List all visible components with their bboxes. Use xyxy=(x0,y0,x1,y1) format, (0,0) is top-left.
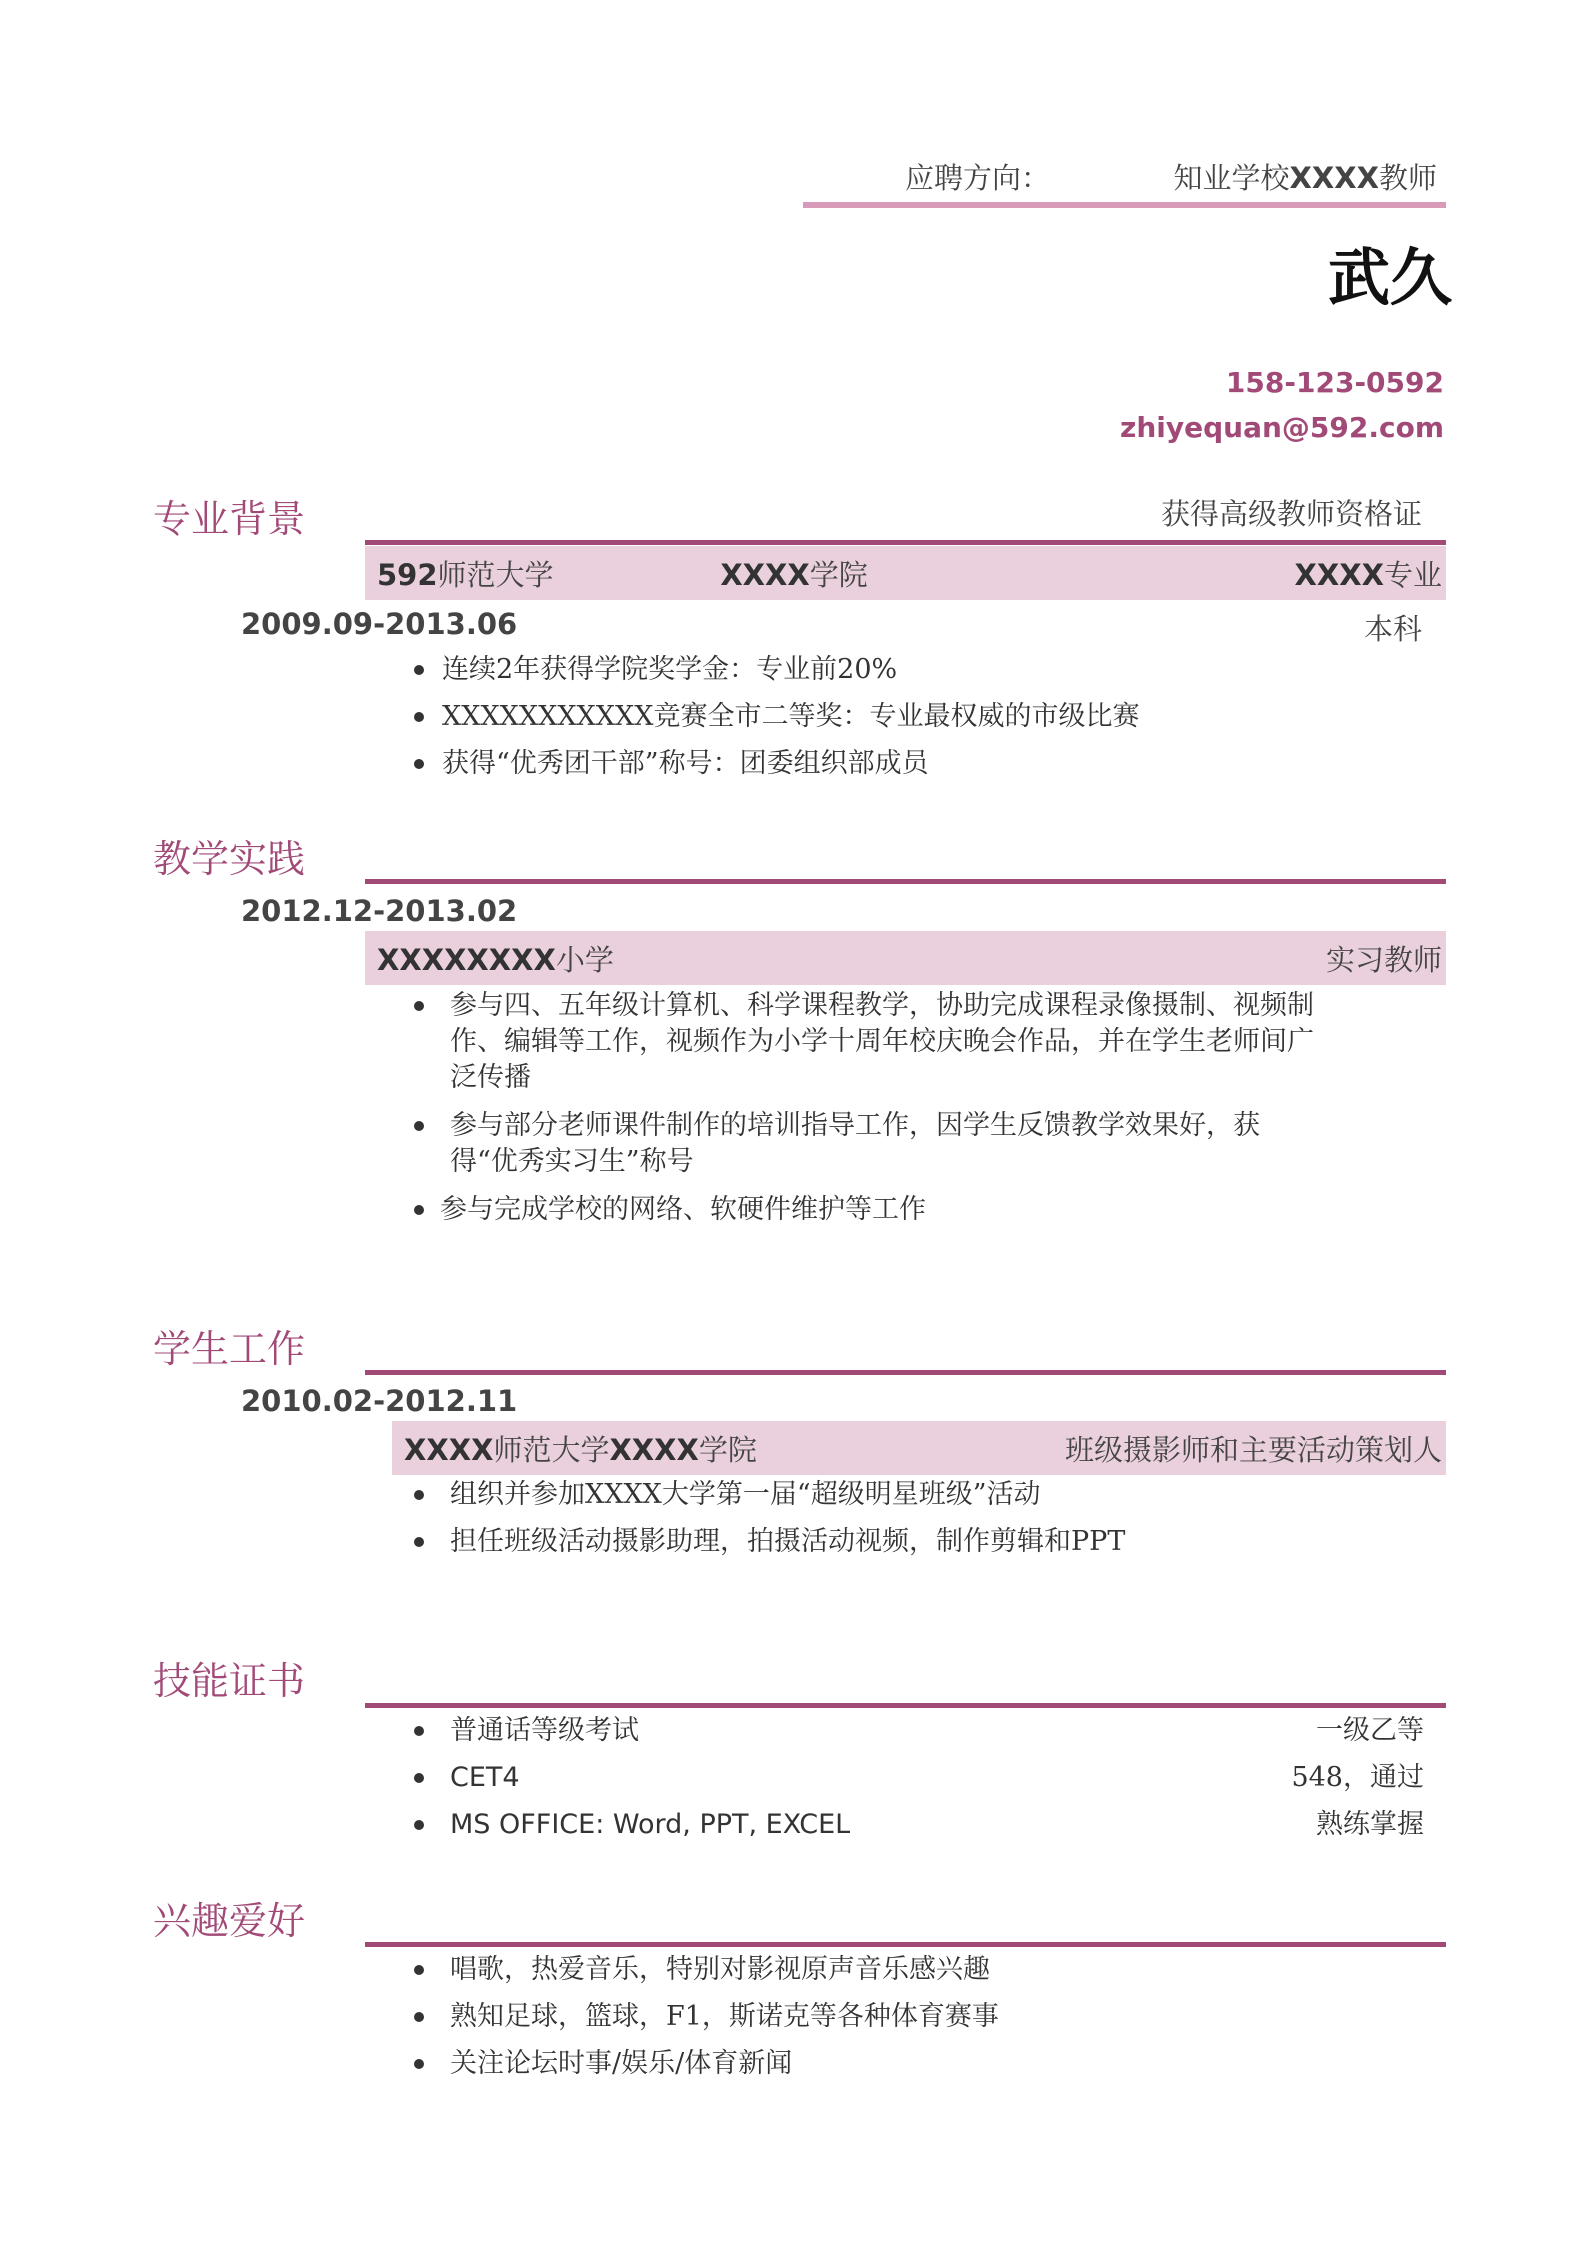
section-title-student-work: 学生工作 xyxy=(153,1327,306,1371)
list-item-text: 组织并参加XXXX大学第一届“超级明星班级”活动 xyxy=(450,1479,1041,1510)
school-name-rest: 师范大学 xyxy=(437,557,554,592)
teaching-role: 实习教师 xyxy=(1325,942,1442,977)
list-item xyxy=(414,1524,1334,1560)
list-item-text: 参与部分老师课件制作的培训指导工作，因学生反馈教学效果好，获得“优秀实习生”称号 xyxy=(450,1110,1260,1177)
skill-name: MS OFFICE: Word, PPT, EXCEL xyxy=(450,1809,851,1840)
list-item-text: 参与四、五年级计算机、科学课程教学，协助完成课程录像摄制、视频制作、编辑等工作，视频作为小学十周年校庆晚会作品，并在学生老师间广泛传播 xyxy=(450,990,1314,1093)
teaching-band xyxy=(365,931,1446,985)
list-item xyxy=(414,1952,1334,1988)
header-divider xyxy=(803,202,1446,208)
list-item-text: XXXXXXXXXXX竞赛全市二等奖：专业最权威的市级比赛 xyxy=(442,701,1140,732)
list-item xyxy=(414,652,1314,688)
list-item xyxy=(414,1999,1334,2035)
org-rest: 学院 xyxy=(698,1432,757,1467)
list-item xyxy=(414,2046,1334,2082)
school-name xyxy=(377,938,614,979)
bullet-icon xyxy=(414,1820,424,1830)
teacher-certificate: 获得高级教师资格证 xyxy=(1160,497,1422,531)
apply-direction-value xyxy=(1174,156,1437,197)
bullet-icon xyxy=(414,1773,424,1783)
section-divider-hobbies xyxy=(365,1942,1446,1947)
bullet-icon xyxy=(414,1537,424,1547)
skill-name: 普通话等级考试 xyxy=(450,1715,639,1746)
education-list xyxy=(414,652,1314,782)
bullet-icon xyxy=(414,1121,424,1131)
student-work-band xyxy=(392,1421,1446,1475)
college-name-bold: XXXX xyxy=(720,557,810,592)
skills-list xyxy=(414,1713,1424,1843)
org-bold-2: XXXX xyxy=(609,1432,699,1467)
education-degree: 本科 xyxy=(1363,612,1422,646)
bullet-icon xyxy=(414,665,424,675)
section-title-education: 专业背景 xyxy=(153,497,306,541)
school-name-bold: XXXXXXXX xyxy=(377,942,556,977)
bullet-icon xyxy=(414,2059,424,2069)
apply-direction-label: 应聘方向： xyxy=(905,161,1051,195)
bullet-icon xyxy=(414,1726,424,1736)
section-title-teaching: 教学实践 xyxy=(153,837,306,881)
list-item-text: 关注论坛时事/娱乐/体育新闻 xyxy=(450,2048,793,2079)
major-name xyxy=(1295,553,1442,594)
bullet-icon xyxy=(414,1965,424,1975)
apply-value-suffix: 教师 xyxy=(1378,161,1437,195)
teaching-date: 2012.12-2013.02 xyxy=(241,894,518,928)
student-work-list xyxy=(414,1477,1334,1560)
list-item xyxy=(414,1807,1424,1843)
skill-name: CET4 xyxy=(450,1762,520,1793)
student-work-org xyxy=(404,1428,757,1469)
list-item xyxy=(414,746,1314,782)
bullet-icon xyxy=(414,1205,424,1215)
list-item xyxy=(414,988,1324,1096)
email-address: zhiyequan@592.com xyxy=(1120,411,1444,444)
education-band xyxy=(365,546,1446,600)
education-date: 2009.09-2013.06 xyxy=(241,607,518,641)
bullet-icon xyxy=(414,1001,424,1011)
apply-value-prefix: 知业学校 xyxy=(1173,161,1290,195)
phone-number: 158-123-0592 xyxy=(1225,366,1444,399)
list-item-text: 参与完成学校的网络、软硬件维护等工作 xyxy=(440,1194,926,1225)
org-mid: 师范大学 xyxy=(493,1432,610,1467)
list-item xyxy=(414,1477,1334,1513)
college-name xyxy=(720,553,867,594)
candidate-name: 武久 xyxy=(1327,241,1452,314)
list-item xyxy=(414,1108,1324,1180)
list-item-text: 获得“优秀团干部”称号：团委组织部成员 xyxy=(442,748,929,779)
student-work-date: 2010.02-2012.11 xyxy=(241,1384,518,1418)
bullet-icon xyxy=(414,759,424,769)
major-name-rest: 专业 xyxy=(1383,557,1442,592)
section-title-hobbies: 兴趣爱好 xyxy=(153,1899,306,1943)
major-name-bold: XXXX xyxy=(1294,557,1384,592)
hobbies-list xyxy=(414,1952,1334,2082)
list-item-text: 唱歌，热爱音乐，特别对影视原声音乐感兴趣 xyxy=(450,1954,990,1985)
college-name-rest: 学院 xyxy=(809,557,868,592)
section-divider-teaching xyxy=(365,879,1446,884)
list-item xyxy=(414,1192,1324,1228)
bullet-icon xyxy=(414,2012,424,2022)
list-item xyxy=(414,1760,1424,1796)
list-item-text: 担任班级活动摄影助理，拍摄活动视频，制作剪辑和PPT xyxy=(450,1526,1126,1557)
bullet-icon xyxy=(414,712,424,722)
teaching-list xyxy=(414,988,1324,1228)
school-name-rest: 小学 xyxy=(555,942,614,977)
skill-value: 一级乙等 xyxy=(1316,1715,1424,1746)
section-title-skills: 技能证书 xyxy=(153,1659,306,1703)
list-item-text: 连续2年获得学院奖学金：专业前20% xyxy=(442,654,898,685)
school-name xyxy=(377,553,554,594)
list-item xyxy=(414,1713,1424,1749)
school-name-bold: 592 xyxy=(377,557,438,592)
student-work-role: 班级摄影师和主要活动策划人 xyxy=(1064,1432,1442,1467)
section-divider-skills xyxy=(365,1703,1446,1708)
apply-value-bold: XXXX xyxy=(1289,161,1379,195)
list-item-text: 熟知足球，篮球，F1，斯诺克等各种体育赛事 xyxy=(450,2001,999,2032)
bullet-icon xyxy=(414,1490,424,1500)
skill-value: 548，通过 xyxy=(1291,1762,1424,1793)
skill-value: 熟练掌握 xyxy=(1316,1809,1424,1840)
section-divider-education xyxy=(365,540,1446,545)
list-item xyxy=(414,699,1314,735)
org-bold-1: XXXX xyxy=(404,1432,494,1467)
section-divider-student-work xyxy=(365,1370,1446,1375)
